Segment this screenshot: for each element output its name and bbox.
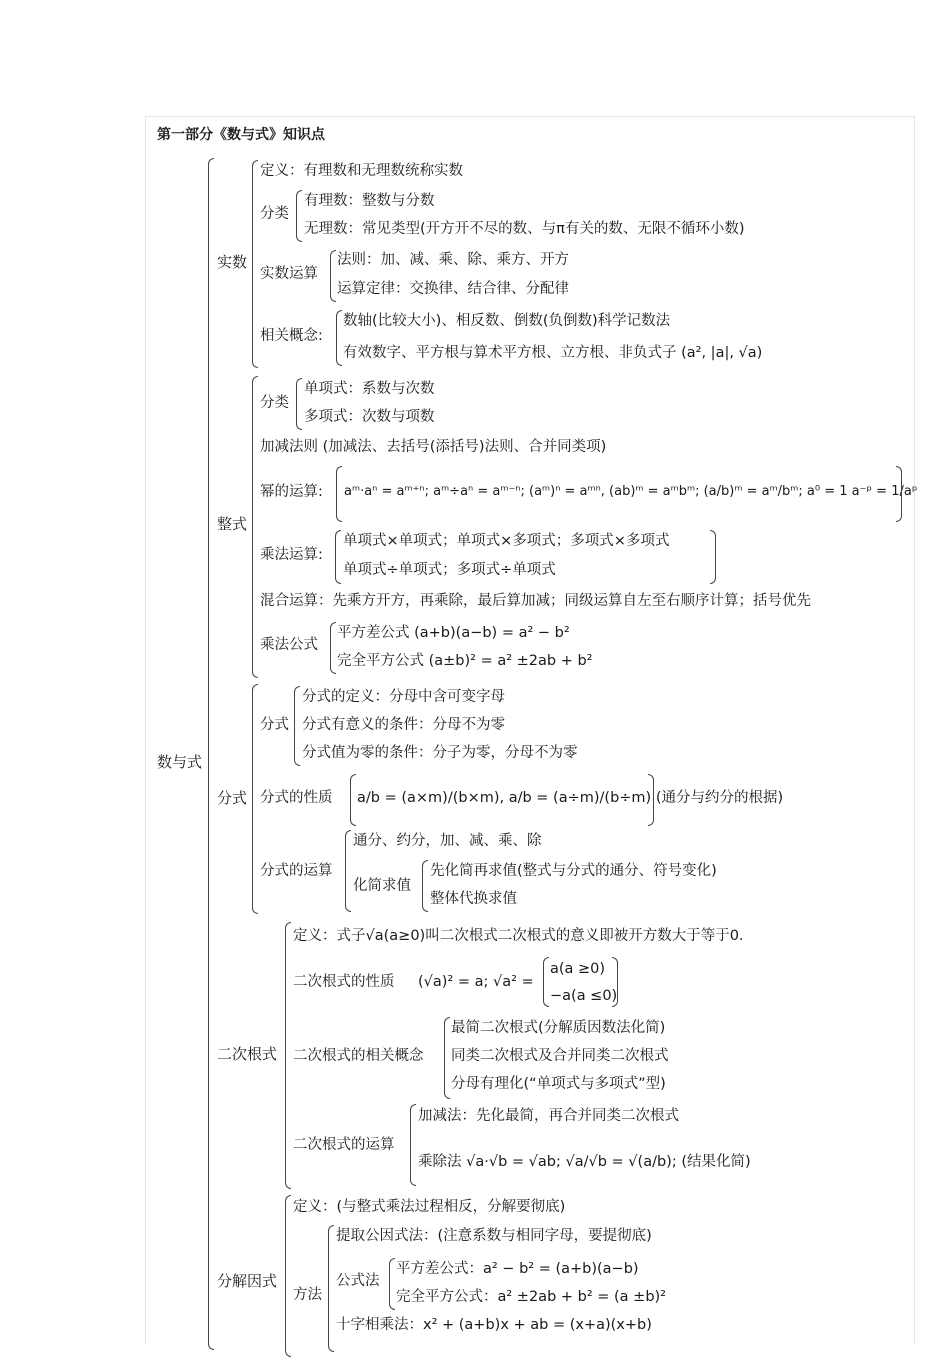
wanquan-text: 完全平方公式 (a±b)² = a² ±2ab + b² [337, 653, 593, 669]
fenshi-xingzhi-formula: a/b = (a×m)/(b×m), a/b = (a÷m)/(b÷m) (通分与约分的根据) [357, 790, 784, 806]
fenshi-xingzhi-label: 分式的性质 [260, 790, 333, 806]
fenshi-label: 分式 [217, 789, 248, 807]
zhiweiling-text: 分式值为零的条件：分子为零，分母不为零 [302, 745, 578, 761]
root-brace [208, 158, 214, 1350]
chengfa-line2: 单项式÷单项式；多项式÷单项式 [343, 562, 556, 578]
ercigen-label: 二次根式 [217, 1045, 278, 1063]
huajian-line1: 先化简再求值(整式与分式的通分、符号变化) [430, 863, 717, 879]
page-title: 第一部分《数与式》知识点 [157, 127, 325, 143]
danxiang-text: 单项式：系数与次数 [304, 381, 435, 397]
case-negative: −a(a ≤0) [550, 988, 618, 1004]
fenjie-pingfangcha: 平方差公式：a² − b² = (a+b)(a−b) [396, 1261, 639, 1277]
ercigen-xingzhi-label: 二次根式的性质 [293, 974, 395, 990]
shishu-brace [252, 160, 258, 368]
fenshi-definition: 分式的定义：分母中含可变字母 [302, 689, 505, 705]
shizi-text: 十字相乘法：x² + (a+b)x + ab = (x+a)(x+b) [336, 1317, 652, 1333]
youli-text: 有理数：整数与分数 [304, 193, 435, 209]
ercigen-brace [285, 922, 291, 1189]
gainian-brace [336, 310, 342, 366]
jiajian-text: 加减法则 (加减法、去括号(添括号)法则、合并同类项) [260, 439, 607, 455]
chengfa-label: 乘法运算: [260, 547, 323, 563]
fenshi-yunsuan-brace [345, 830, 351, 912]
shishu-gainian-label: 相关概念: [260, 328, 323, 344]
ercigen-jiajian-text: 加减法：先化最简，再合并同类二次根式 [418, 1108, 679, 1124]
chengfa-brace-right [710, 530, 716, 584]
fenmu-text: 分母有理化(“单项式与多项式”型) [451, 1076, 666, 1092]
root-label: 数与式 [157, 753, 203, 771]
zhengshi-fenlei-brace [296, 378, 302, 430]
huajian-brace [422, 860, 428, 912]
ercigen-xingzhi-formula: (√a)² = a; √a² = [418, 974, 534, 990]
wuli-text: 无理数：常见类型(开方开不尽的数、与π有关的数、无限不循环小数) [304, 221, 745, 237]
chengfa-brace-left [335, 530, 341, 584]
gainian-line1: 数轴(比较大小)、相反数、倒数(负倒数)科学记数法 [343, 313, 671, 329]
huajian-label: 化简求值 [353, 878, 411, 894]
pingfangcha-text: 平方差公式 (a+b)(a−b) = a² − b² [337, 625, 570, 641]
fenjie-label: 分解因式 [217, 1272, 278, 1290]
youyiyi-text: 分式有意义的条件：分母不为零 [302, 717, 505, 733]
ercigen-gainian-label: 二次根式的相关概念 [293, 1048, 424, 1064]
gongshi-brace [330, 622, 336, 674]
case-positive: a(a ≥0) [550, 961, 606, 977]
xingzhi-bracket-right [612, 957, 618, 1007]
shishu-fenlei-label: 分类 [260, 206, 289, 222]
fenshi-yunsuan-label: 分式的运算 [260, 863, 333, 879]
hunhe-text: 混合运算：先乘方开方，再乘除，最后算加减；同级运算自左至右顺序计算；括号优先 [260, 593, 811, 609]
dinglv-text: 运算定律：交换律、结合律、分配律 [337, 281, 569, 297]
mi-formula: aᵐ·aⁿ = aᵐ⁺ⁿ; aᵐ÷aⁿ = aᵐ⁻ⁿ; (aᵐ)ⁿ = aᵐⁿ, (ab)ᵐ = aᵐbᵐ; (a/b)ᵐ = aᵐ/bᵐ; a⁰ = 1 a⁻ᵖ = 1/aᵖ [344, 484, 918, 499]
duoxiang-text: 多项式：次数与项数 [304, 409, 435, 425]
gongshi-label: 乘法公式 [260, 637, 318, 653]
mi-brace-right [896, 466, 902, 522]
xingzhi-brace-left [350, 774, 356, 826]
fenjie-gongshi-brace [389, 1258, 395, 1310]
ercigen-yunsuan-label: 二次根式的运算 [293, 1137, 395, 1153]
zhengshi-fenlei-label: 分类 [260, 395, 289, 411]
gainian-line2: 有效数字、平方根与算术平方根、立方根、非负式子 (a², |a|, √a) [343, 345, 763, 361]
cases-brace [543, 957, 549, 1007]
faze-text: 法则：加、减、乘、除、乘方、开方 [337, 252, 569, 268]
fenjie-brace [285, 1195, 291, 1357]
chengfa-line1: 单项式×单项式；单项式×多项式；多项式×多项式 [343, 533, 670, 549]
shishu-yunsuan-label: 实数运算 [260, 266, 318, 282]
tongfen-text: 通分、约分，加、减、乘、除 [353, 833, 542, 849]
shishu-definition: 定义：有理数和无理数统称实数 [260, 163, 463, 179]
fenshi-sub-label: 分式 [260, 717, 289, 733]
ercigen-yunsuan-brace [410, 1104, 416, 1186]
zhengshi-label: 整式 [217, 515, 248, 533]
fenlei-brace [296, 190, 302, 242]
xingzhi-brace-right [648, 774, 654, 826]
huajian-line2: 整体代换求值 [430, 891, 517, 907]
fenshi-brace [252, 684, 258, 914]
tonglei-text: 同类二次根式及合并同类二次根式 [451, 1048, 669, 1064]
fenshi-sub-brace [294, 686, 300, 766]
mi-label: 幂的运算: [260, 484, 323, 500]
fangfa-label: 方法 [293, 1287, 322, 1303]
mi-brace-left [336, 466, 342, 522]
fenjie-gongshi-label: 公式法 [336, 1273, 380, 1289]
tiqu-text: 提取公因式法：(注意系数与相同字母，要提彻底) [336, 1228, 652, 1244]
yunsuan-brace [330, 250, 336, 302]
fenjie-wanquan: 完全平方公式：a² ±2ab + b² = (a ±b)² [396, 1289, 666, 1305]
ercigen-chengchu-text: 乘除法 √a·√b = √ab; √a/√b = √(a/b); (结果化简) [418, 1154, 751, 1170]
shishu-label: 实数 [217, 253, 248, 271]
fangfa-brace [328, 1225, 334, 1352]
zuijian-text: 最简二次根式(分解质因数法化简) [451, 1020, 666, 1036]
ercigen-gainian-brace [444, 1017, 450, 1099]
fenjie-definition: 定义：(与整式乘法过程相反，分解要彻底) [293, 1199, 566, 1215]
zhengshi-brace [252, 376, 258, 678]
ercigen-definition: 定义：式子√a(a≥0)叫二次根式二次根式的意义即被开方数大于等于0. [293, 928, 744, 944]
